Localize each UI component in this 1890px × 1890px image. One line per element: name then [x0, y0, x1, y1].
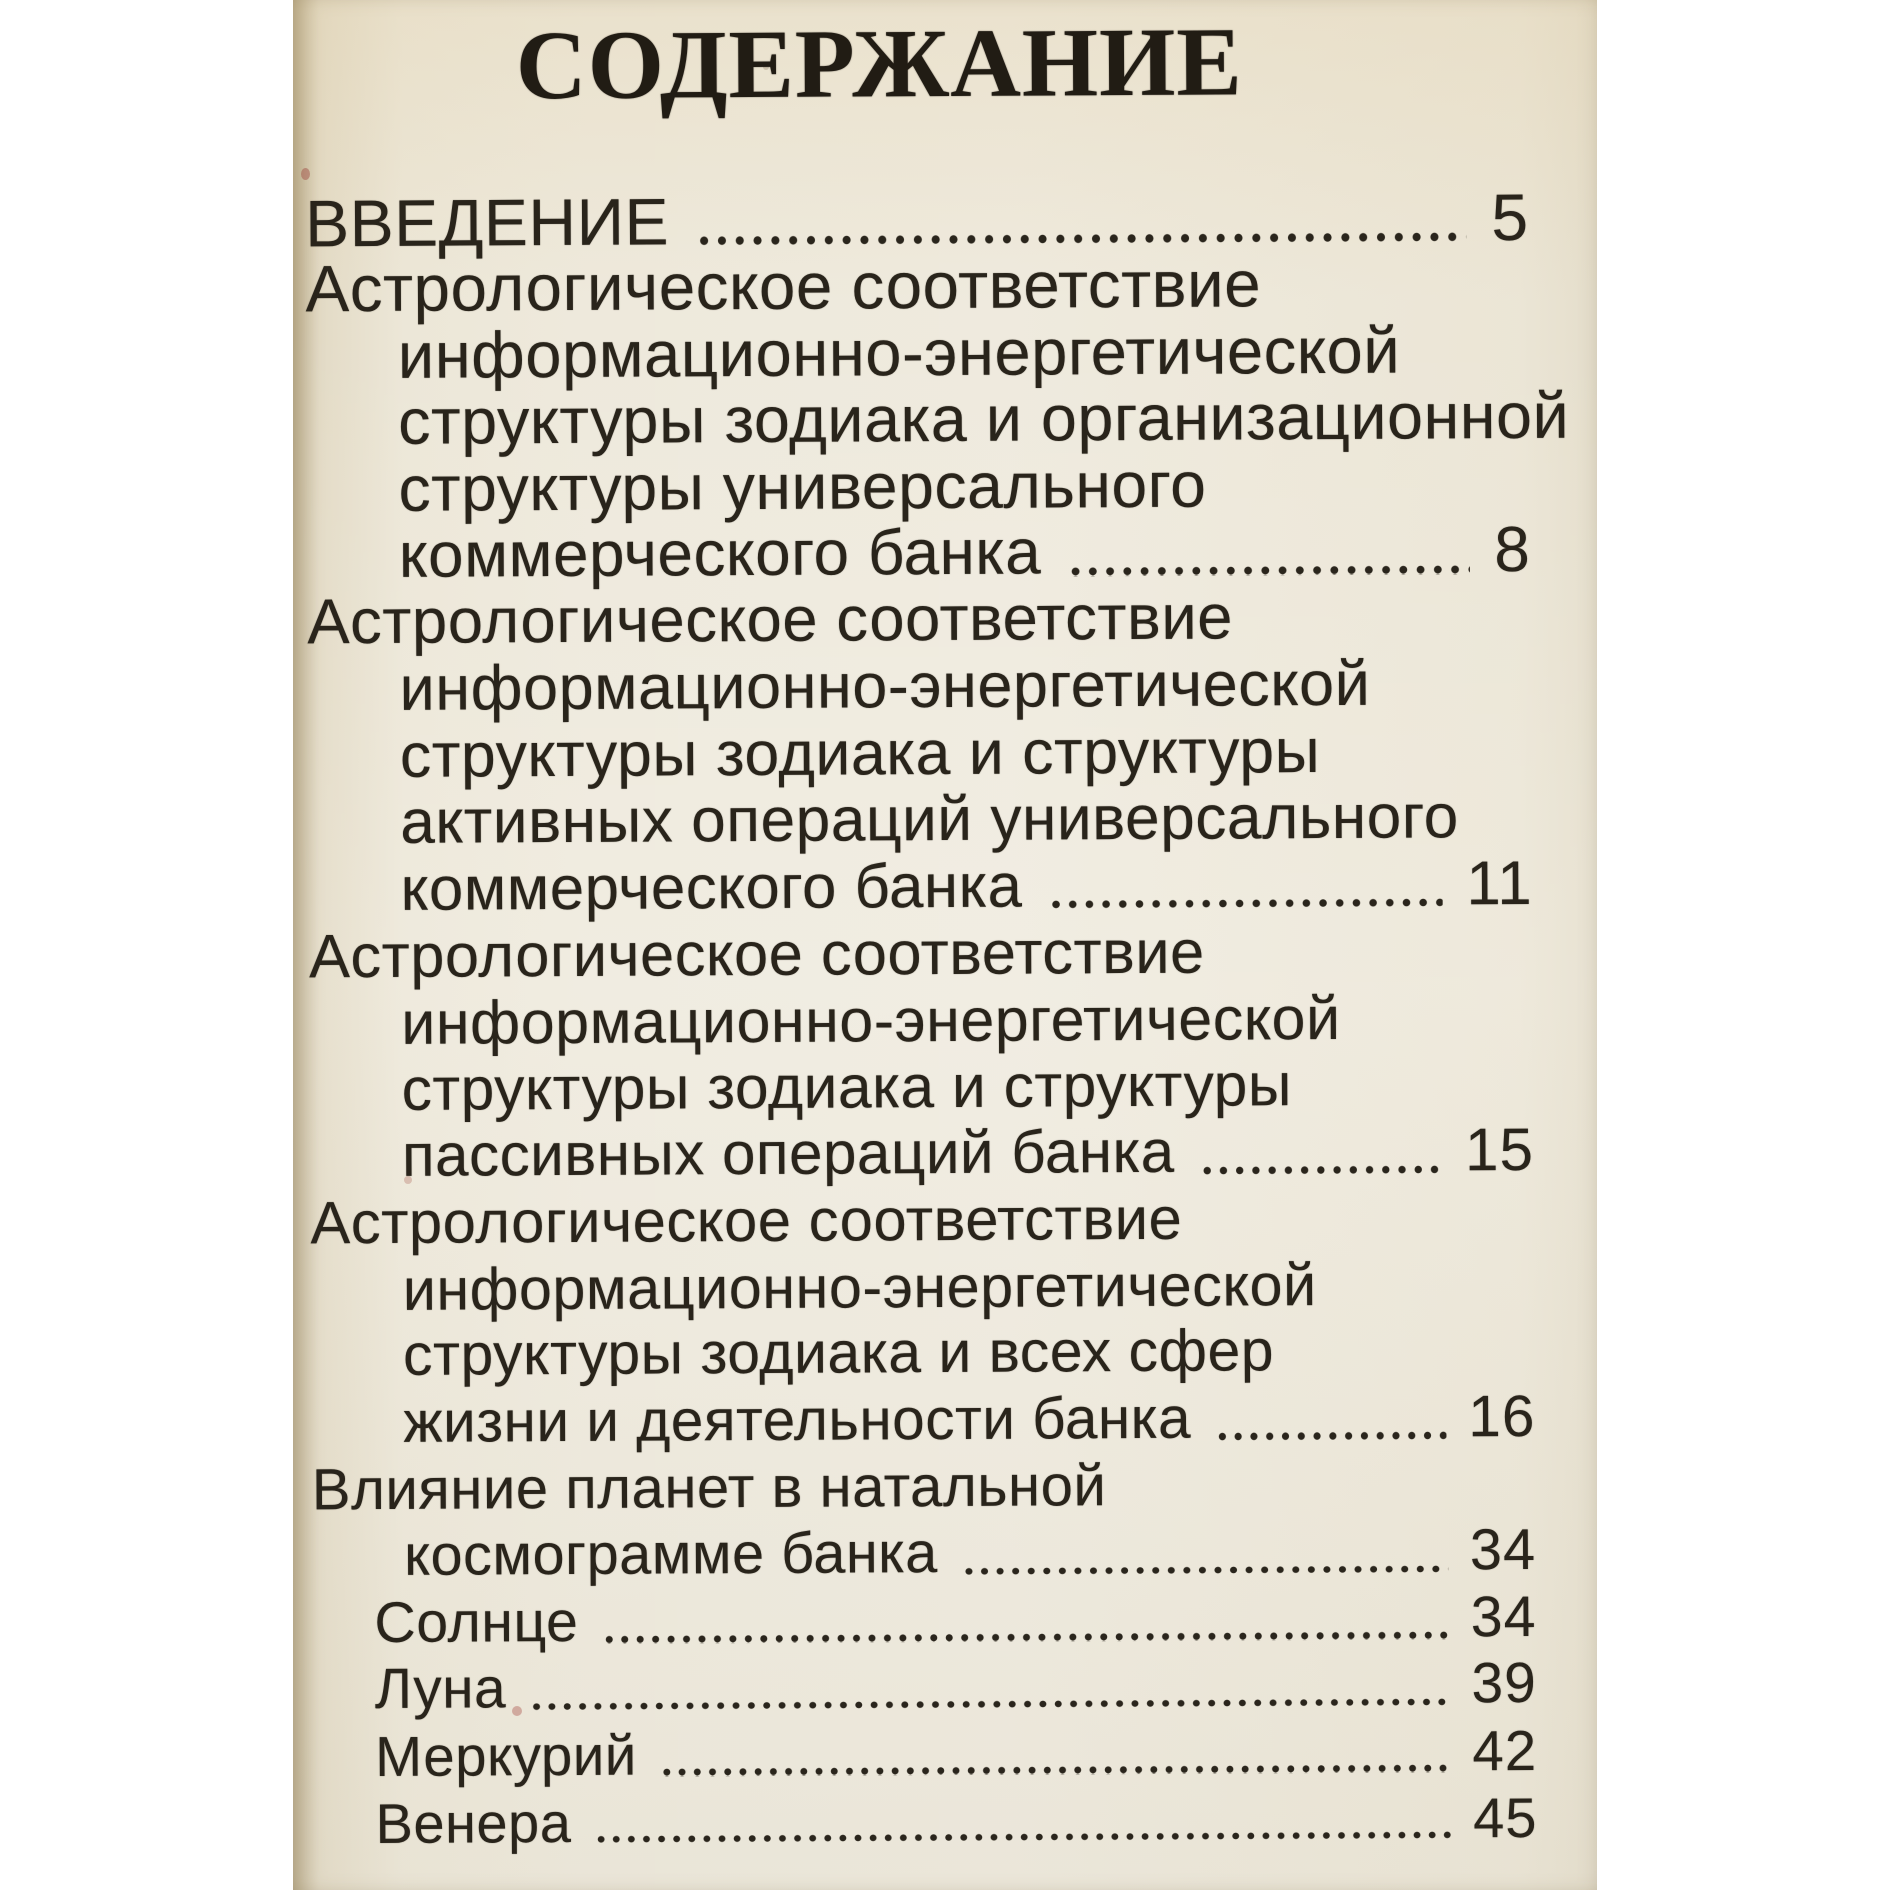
- toc-line-text: структуры зодиака и организационной: [397, 378, 1570, 459]
- toc-line: [311, 1247, 1535, 1324]
- toc-line: [304, 179, 1530, 260]
- toc-line-text: Меркурий: [374, 1723, 637, 1788]
- toc-line: [310, 1114, 1535, 1190]
- toc-line-text: космограмме банка: [403, 1520, 938, 1588]
- page-number: 11: [1466, 848, 1533, 918]
- toc-line: [306, 313, 1530, 393]
- toc-line-text: Солнце: [374, 1589, 579, 1655]
- toc-line-text: информационно-энергетической: [399, 648, 1371, 724]
- dot-leader: [659, 1765, 1451, 1776]
- toc-line-text: Астрологическое соответствие: [308, 917, 1205, 991]
- dot-leader: [594, 1831, 1452, 1843]
- toc-line: [306, 378, 1570, 459]
- dot-leader: [961, 1565, 1448, 1575]
- toc-line-text: Луна: [374, 1656, 507, 1721]
- toc-line-text: структуры зодиака и структуры: [401, 1050, 1293, 1124]
- dot-leader: [1199, 1165, 1443, 1174]
- toc-line-text: Влияние планет в натальной: [311, 1453, 1107, 1523]
- toc-line-text: информационно-энергетической: [402, 1251, 1317, 1324]
- dot-leader: [695, 233, 1466, 246]
- page-number: 39: [1471, 1651, 1537, 1715]
- page-number: 5: [1491, 179, 1530, 254]
- toc-line: [309, 981, 1533, 1057]
- page-number: 16: [1468, 1383, 1536, 1450]
- dot-leader: [601, 1631, 1449, 1643]
- toc-line-text: информационно-энергетической: [397, 313, 1401, 393]
- toc-line: [312, 1579, 1537, 1655]
- toc-line: [313, 1646, 1537, 1719]
- toc-line-text: Астрологическое соответствие: [310, 1185, 1183, 1257]
- toc-line-text: ВВЕДЕНИЕ: [304, 183, 670, 260]
- toc-line: [308, 781, 1532, 857]
- toc-line: [305, 247, 1529, 326]
- toc-line-text: Астрологическое соответствие: [305, 247, 1262, 326]
- toc-line: [307, 513, 1532, 591]
- toc-list: [304, 179, 1570, 1855]
- toc-line: [309, 1047, 1533, 1124]
- toc-line-text: коммерческого банка: [400, 851, 1023, 924]
- toc-line-text: информационно-энергетической: [401, 983, 1341, 1057]
- toc-line: [311, 1380, 1535, 1453]
- toc-line-text: структуры зодиака и структуры: [399, 715, 1321, 791]
- page-number: 15: [1464, 1116, 1535, 1184]
- page-content: [289, 8, 1603, 1890]
- page-number: 34: [1470, 1584, 1537, 1650]
- toc-line: [307, 582, 1531, 658]
- toc-page: [293, 0, 1597, 1890]
- toc-line: [313, 1712, 1538, 1788]
- dot-leader: [529, 1698, 1450, 1710]
- toc-line: [312, 1513, 1536, 1586]
- toc-line: [310, 1180, 1534, 1257]
- toc-line: [308, 914, 1533, 991]
- page-title: СОДЕРЖАНИЕ: [515, 8, 1243, 121]
- toc-line-text: структуры зодиака и всех сфер: [402, 1318, 1275, 1388]
- toc-line-text: коммерческого банка: [398, 515, 1042, 591]
- toc-line-text: Астрологическое соответствие: [307, 582, 1234, 658]
- toc-line: [306, 448, 1530, 526]
- page-number: 34: [1469, 1517, 1537, 1583]
- page-number: 42: [1472, 1718, 1538, 1782]
- dot-leader: [1067, 566, 1470, 576]
- dot-leader: [1215, 1432, 1447, 1441]
- toc-line: [311, 1446, 1536, 1523]
- toc-line-text: жизни и деятельности банка: [403, 1385, 1192, 1455]
- toc-line-text: Венера: [375, 1790, 572, 1855]
- toc-line: [311, 1313, 1535, 1386]
- toc-line: [307, 648, 1531, 724]
- dot-leader: [1047, 899, 1443, 909]
- toc-line: [308, 715, 1532, 791]
- page-number: 45: [1473, 1785, 1538, 1849]
- toc-line-text: активных операций универсального: [400, 782, 1459, 857]
- toc-line-text: структуры универсального: [398, 448, 1207, 526]
- toc-line: [313, 1779, 1538, 1855]
- toc-line-text: пассивных операций банка: [401, 1118, 1175, 1190]
- page-number: 8: [1494, 513, 1532, 586]
- toc-line: [308, 848, 1533, 924]
